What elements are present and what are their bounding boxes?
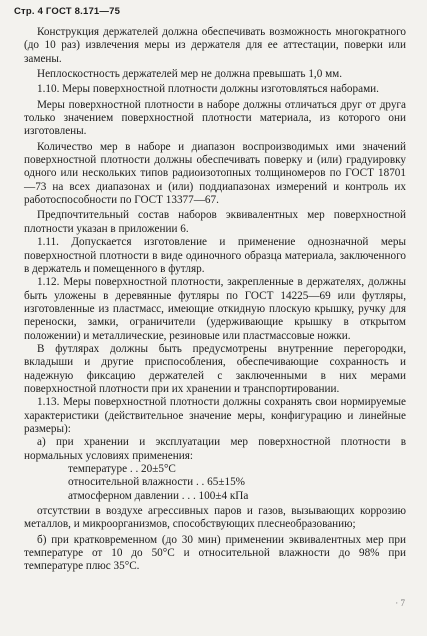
paragraph-flatness: Неплоскостность держателей мер не должна превышать 1,0 мм. xyxy=(37,68,343,81)
paragraph-1-13: 1.13. Меры поверхностной плотности должны сохранять свои нормируемые характеристики (действительное значение меры, конфигурацию и линейные размеры): xyxy=(24,396,406,435)
paragraph-set-difference: Меры поверхностной плотности в наборе должны отличаться друг от друга только значением поверхностной плотности материала, из которого они изготовлены. xyxy=(24,98,406,138)
paragraph-cases: В футлярах должны быть предусмотрены внутренние перегородки, вкладыши и другие приспособления, обеспечивающие сохранность и надежную фиксацию держателей с заключенными в них мерами поверхностной плотности при их хранении и транспортировании. xyxy=(24,342,406,395)
paragraph-condition-b: б) при кратковременном (до 30 мин) применении эквивалентных мер при температуре от 10 до 50°С и относительной влажности до 98% при температуре плюс 35°С. xyxy=(24,533,406,573)
corner-mark: · 7 xyxy=(395,598,405,608)
paragraph-1-10: 1.10. Меры поверхностной плотности должны изготовляться наборами. xyxy=(37,83,379,96)
paragraph-preferred-set: Предпочтительный состав наборов эквивалентных мер поверхностной плотности указан в приложении 6. xyxy=(24,209,406,235)
paragraph-condition-a: а) при хранении и эксплуатации мер поверхностной плотности в нормальных условиях применения: xyxy=(24,436,406,462)
paragraph-1-11: 1.11. Допускается изготовление и применение однозначной меры поверхностной плотности в виде одиночного образца материала, заключенного в держатель и помещенного в футляр. xyxy=(24,236,406,275)
condition-temperature: температуре . . 20±5°С xyxy=(68,463,176,475)
paragraph-1-12: 1.12. Меры поверхностной плотности, закрепленные в держателях, должны быть уложены в деревянные футляры по ГОСТ 14225—69 или футляры, изготовленные из пластмасс, имеющие откидную плоскую крышку, ручку для переноски, замки, ограничители (удерживающие крышку в открытом положении) и металлические, резиновые или пластмассовые ножки. xyxy=(24,276,406,342)
document-body xyxy=(24,26,406,574)
paragraph-holder-construction: Конструкция держателей должна обеспечивать возможность многократного (до 10 раз) извлечения меры из держателя для ее аттестации, поверки или замены. xyxy=(24,26,406,65)
condition-humidity: относительной влажности . . 65±15% xyxy=(68,476,245,489)
paragraph-no-aggressive: отсутствии в воздухе агрессивных паров и газов, вызывающих коррозию металлов, и микроорганизмов, способствующих плеснеобразованию; xyxy=(24,505,406,531)
page-header: Стр. 4 ГОСТ 8.171—75 xyxy=(14,6,121,17)
condition-pressure: атмосферном давлении . . . 100±4 кПа xyxy=(68,489,249,502)
paragraph-quantity: Количество мер в наборе и диапазон воспроизводимых ими значений поверхностной плотности должны обеспечивать поверку и (или) градуировку одного или нескольких типов радиоизотопных толщиномеров по ГОСТ 18701—73 на всех диапазонах и (или) поддиапазонах измерений и контроль их работоспособности по ГОСТ 13377—67. xyxy=(24,140,406,207)
